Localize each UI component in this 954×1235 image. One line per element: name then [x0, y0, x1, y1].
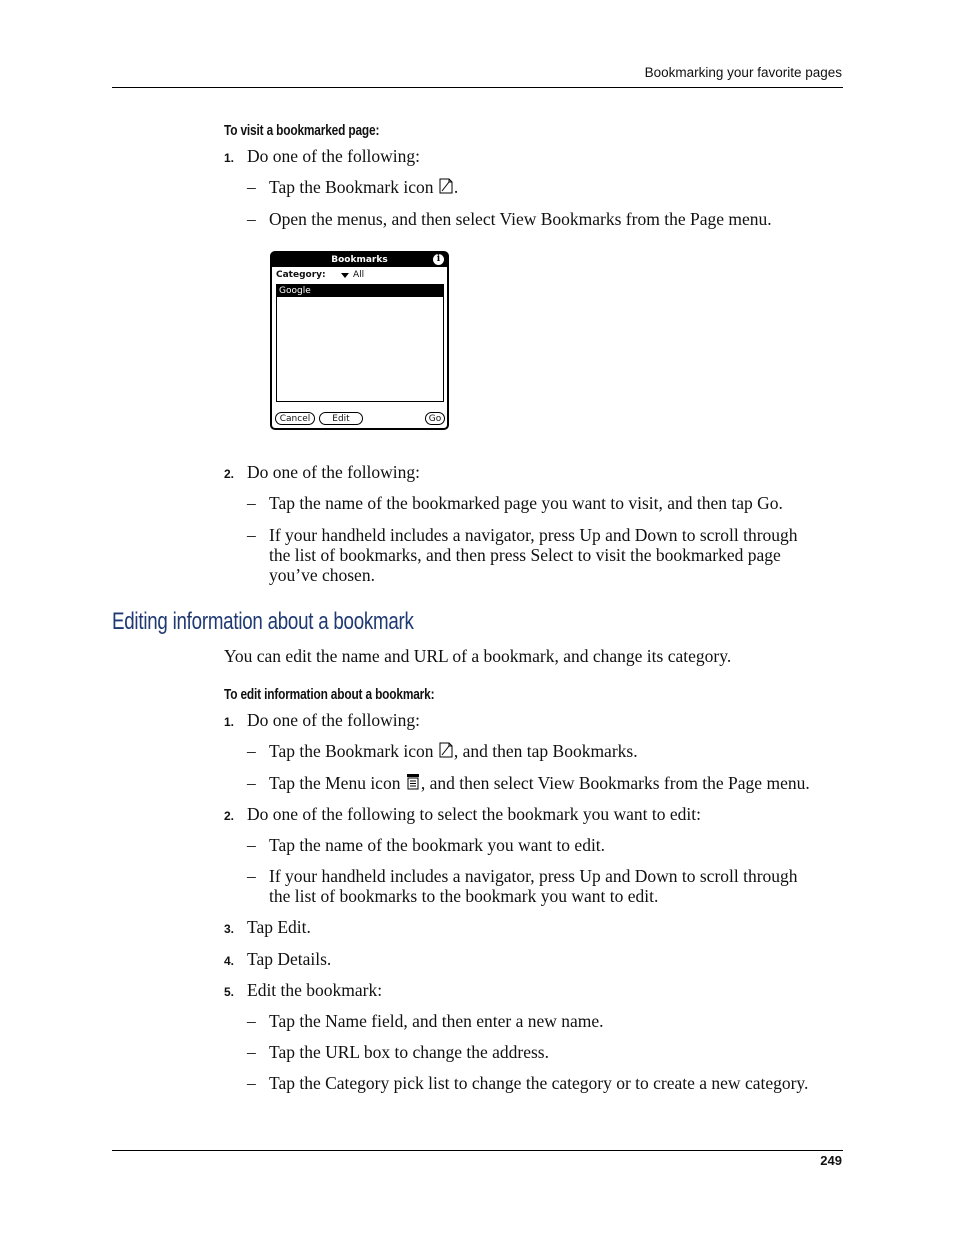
list-item[interactable]: Google — [277, 285, 443, 297]
dash-bullet: – — [247, 1011, 256, 1031]
sub-step-text: Tap the Category pick list to change the category or to create a new category. — [269, 1073, 809, 1093]
step-number: 1. — [224, 151, 235, 165]
sub-step-text: Tap the Menu icon — [269, 773, 401, 793]
step-text: Tap Edit. — [247, 917, 311, 937]
info-icon[interactable]: i — [433, 254, 444, 265]
sub-step — [269, 741, 638, 763]
dash-bullet: – — [247, 866, 256, 886]
sub-step-text: . — [453, 177, 459, 197]
step-number: 5. — [224, 985, 235, 999]
intro-paragraph: You can edit the name and URL of a bookmark, and change its category. — [224, 646, 732, 666]
step-text: Do one of the following to select the bookmark you want to edit: — [247, 804, 701, 824]
step-number: 1. — [224, 715, 235, 729]
sub-step-text: Tap the name of the bookmarked page you want to visit, and then tap Go. — [269, 493, 783, 513]
step-text: Tap Details. — [247, 949, 332, 969]
dash-bullet: – — [247, 1042, 256, 1062]
bookmark-list — [276, 284, 444, 402]
dash-bullet: – — [247, 209, 256, 229]
sub-step-line: If your handheld includes a navigator, press Up and Down to scroll through — [269, 525, 798, 545]
procedure-heading-visit: To visit a bookmarked page: — [224, 123, 380, 139]
sub-step-line: the list of bookmarks to the bookmark you want to edit. — [269, 886, 659, 906]
step-text: Do one of the following: — [247, 146, 421, 166]
sub-step-text: , and then tap Bookmarks. — [453, 741, 638, 761]
menu-icon — [405, 773, 421, 795]
dash-bullet: – — [247, 525, 256, 545]
sub-step-line: you’ve chosen. — [269, 565, 375, 585]
running-header: Bookmarking your favorite pages — [644, 65, 842, 80]
bookmarks-dialog — [270, 251, 449, 430]
dash-bullet: – — [247, 835, 256, 855]
sub-step-text: Tap the URL box to change the address. — [269, 1042, 549, 1062]
sub-step-text: Tap the Bookmark icon — [269, 177, 434, 197]
dash-bullet: – — [247, 773, 256, 793]
edit-button[interactable]: Edit — [319, 412, 363, 425]
dropdown-triangle-icon[interactable] — [341, 273, 349, 278]
step-text: Do one of the following: — [247, 710, 421, 730]
step-number: 3. — [224, 922, 235, 936]
sub-step-text: Open the menus, and then select View Bookmarks from the Page menu. — [269, 209, 772, 229]
step-number: 4. — [224, 954, 235, 968]
step-text: Do one of the following: — [247, 462, 421, 482]
procedure-heading-edit: To edit information about a bookmark: — [224, 687, 435, 703]
footer-rule — [112, 1150, 843, 1151]
bookmark-icon — [438, 741, 454, 763]
sub-step-text: Tap the Bookmark icon — [269, 741, 434, 761]
dash-bullet: – — [247, 741, 256, 761]
step-text: Edit the bookmark: — [247, 980, 383, 1000]
sub-step-text: Tap the name of the bookmark you want to edit. — [269, 835, 606, 855]
sub-step — [269, 177, 458, 199]
step-number: 2. — [224, 467, 235, 481]
category-value[interactable]: All — [353, 270, 365, 280]
cancel-button[interactable]: Cancel — [275, 412, 315, 425]
dash-bullet: – — [247, 1073, 256, 1093]
step-number: 2. — [224, 809, 235, 823]
section-heading: Editing information about a bookmark — [112, 608, 414, 635]
dialog-title: Bookmarks — [272, 253, 447, 267]
sub-step-line: If your handheld includes a navigator, press Up and Down to scroll through — [269, 866, 798, 886]
dash-bullet: – — [247, 493, 256, 513]
bookmark-icon — [438, 177, 454, 199]
go-button[interactable]: Go — [425, 412, 445, 425]
sub-step-text: , and then select View Bookmarks from the Page menu. — [420, 773, 810, 793]
header-rule — [112, 87, 843, 88]
page-number: 249 — [820, 1153, 842, 1168]
sub-step-text: Tap the Name field, and then enter a new name. — [269, 1011, 604, 1031]
dash-bullet: – — [247, 177, 256, 197]
sub-step — [269, 773, 810, 795]
sub-step-line: the list of bookmarks, and then press Select to visit the bookmarked page — [269, 545, 781, 565]
category-label: Category: — [276, 270, 326, 280]
